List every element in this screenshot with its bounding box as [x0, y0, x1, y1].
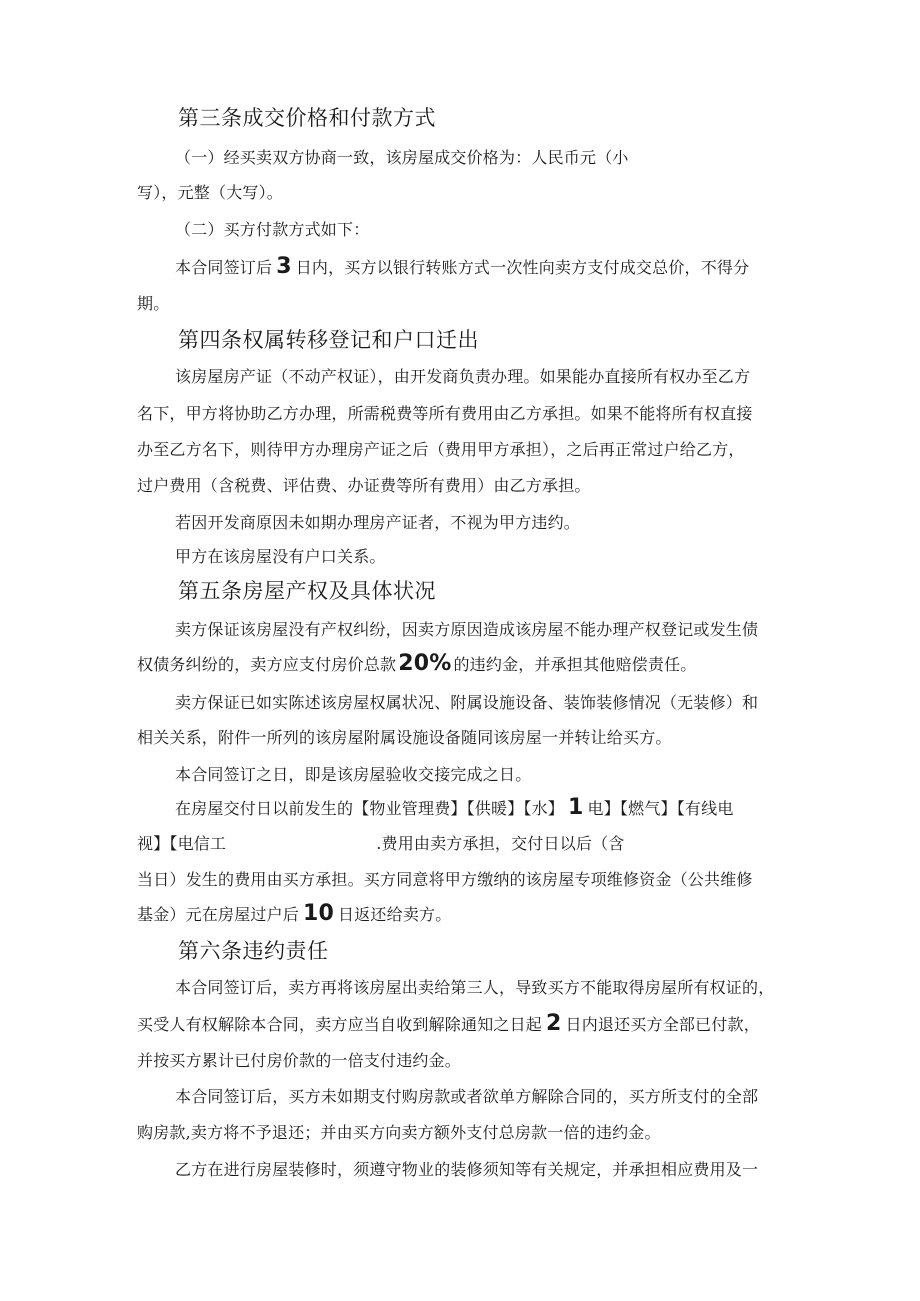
s5-paragraph-3: 本合同签订之日，即是该房屋验收交接完成之日。	[175, 765, 532, 784]
s3-paragraph-1-line-2: 写），元整（大写）。	[137, 183, 284, 202]
s3-p3-days-number: 3	[276, 254, 292, 279]
s6-paragraph-1-line-3: 并按买方累计已付房价款的一倍支付违约金。	[137, 1051, 462, 1070]
s5-paragraph-4-line-4	[137, 901, 451, 926]
s6-p1-days-number: 2	[546, 1011, 562, 1036]
s4-paragraph-1-line-3: 办至乙方名下，则待甲方办理房产证之后（费用甲方承担），之后再正常过户给乙方，	[137, 440, 745, 459]
s5-p4-text-pre: 在房屋交付日以前发生的【物业管理费】【供暖】【水】	[175, 799, 565, 818]
s5-paragraph-4-line-1	[175, 795, 734, 820]
s3-paragraph-3-line-1	[175, 254, 749, 279]
s5-p1-text-pre: 权债务纠纷的，卖方应支付房价总款	[137, 655, 397, 674]
section-5-title: 第五条房屋产权及具体状况	[178, 579, 436, 603]
s5-paragraph-4-line-2	[137, 831, 625, 854]
s5-paragraph-1-line-2	[137, 651, 696, 676]
s5-p4d-text-post: 日返还给卖方。	[338, 905, 452, 924]
s5-p4-text-post: 电】【燃气】【有线电	[587, 799, 734, 818]
s5-p4d-text-pre: 基金）元在房屋过户后	[137, 905, 300, 924]
s6-paragraph-1-line-2	[137, 1011, 760, 1036]
s5-paragraph-4-line-3: 当日）发生的费用由买方承担。买方同意将甲方缴纳的该房屋专项维修资金（公共维修	[137, 870, 753, 889]
s5-paragraph-1-line-1: 卖方保证该房屋没有产权纠纷，因卖方原因造成该房屋不能办理产权登记或发生债	[175, 620, 759, 639]
s4-paragraph-1-line-1: 该房屋房产证（不动产权证），由开发商负责办理。如果能办直接所有权办至乙方	[175, 367, 751, 386]
section-4-title: 第四条权属转移登记和户口迁出	[178, 328, 479, 352]
s5-paragraph-2-line-2: 相关关系，附件一所列的该房屋附属设施设备随同该房屋一并转让给买方。	[137, 728, 672, 747]
s6-p1-text-pre: 买受人有权解除本合同，卖方应当自收到解除通知之日起	[137, 1015, 543, 1034]
section-6-title: 第六条违约责任	[178, 939, 329, 963]
s3-paragraph-1-line-1: （一）经买卖双方协商一致，该房屋成交价格为：人民币元（小	[175, 148, 629, 167]
s6-paragraph-2-line-2: 购房款,卖方将不予退还；并由买方向卖方额外支付总房款一倍的违约金。	[137, 1123, 661, 1142]
s3-paragraph-3-line-2: 期。	[137, 294, 170, 313]
s6-paragraph-3-line-1: 乙方在进行房屋装修时，须遵守物业的装修须知等有关规定，并承担相应费用及一	[175, 1160, 759, 1179]
s3-p3-text-pre: 本合同签订后	[175, 258, 273, 277]
s6-paragraph-2-line-1: 本合同签订后，买方未如期支付购房款或者欲单方解除合同的，买方所支付的全部	[175, 1087, 759, 1106]
s5-p1-text-post: 的违约金，并承担其他赔偿责任。	[453, 655, 697, 674]
s5-p4-number: 1	[568, 795, 584, 820]
s5-paragraph-2-line-1: 卖方保证已如实陈述该房屋权属状况、附属设施设备、装饰装修情况（无装修）和	[175, 693, 759, 712]
s4-paragraph-1-line-4: 过户费用（含税费、评估费、办证费等所有费用）由乙方承担。	[137, 476, 591, 495]
s5-p4b-text-post: .费用由卖方承担，交付日以后（含	[376, 834, 625, 853]
s5-p4d-days-number: 10	[303, 901, 335, 926]
section-3-title: 第三条成交价格和付款方式	[178, 106, 436, 130]
s4-paragraph-1-line-2: 名下，甲方将协助乙方办理，所需税费等所有费用由乙方承担。如果不能将所有权直接	[137, 404, 753, 423]
s3-p3-text-post: 日内，买方以银行转账方式一次性向卖方支付成交总价，不得分	[295, 258, 750, 277]
s6-p1-text-post: 日内退还买方全部已付款，	[565, 1015, 760, 1034]
s5-p1-penalty-percent: 20%	[398, 651, 452, 676]
s5-p4b-text-pre: 视】【电信工	[137, 834, 227, 853]
s3-paragraph-2: （二）买方付款方式如下：	[175, 220, 370, 239]
s4-paragraph-3: 甲方在该房屋没有户口关系。	[175, 547, 386, 566]
s6-paragraph-1-line-1: 本合同签订后，卖方再将该房屋出卖给第三人，导致买方不能取得房屋所有权证的，	[175, 978, 775, 997]
s4-paragraph-2: 若因开发商原因未如期办理房产证者，不视为甲方违约。	[175, 513, 581, 532]
